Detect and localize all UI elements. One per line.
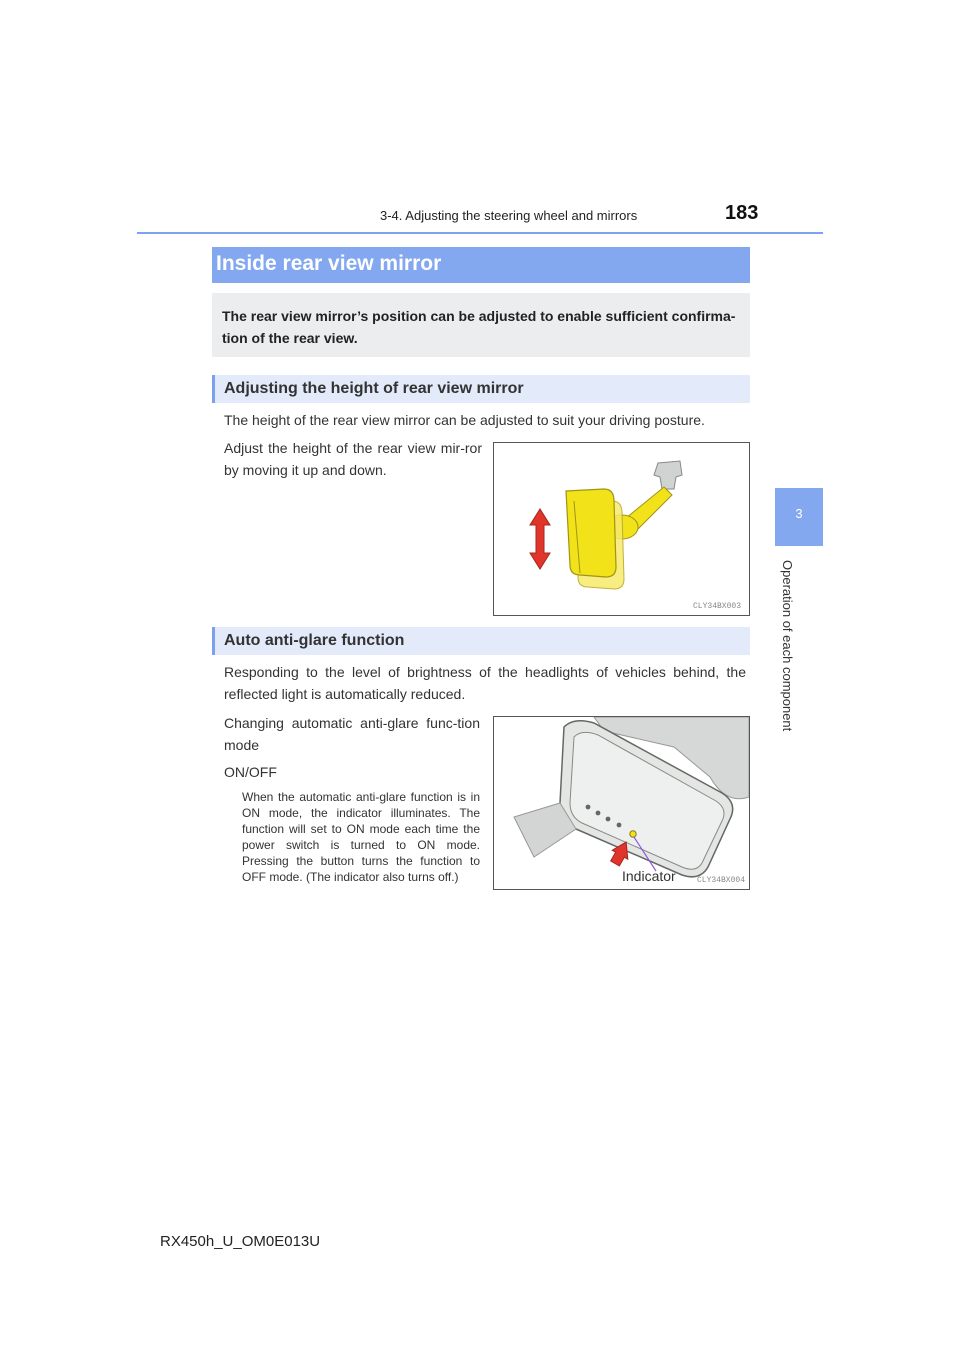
indicator-label: Indicator [622,868,676,884]
page-number: 183 [725,202,759,224]
onoff-label: ON/OFF [224,764,277,780]
antiglare-note: When the automatic anti-glare function is in ON mode, the indicator illuminates. The function will set to ON mode each time the power switch is turned to ON mode. Pressing the button turns the function to OFF mode. (The indicator also turns off.) [242,790,480,884]
section-header: 3-4. Adjusting the steering wheel and mirrors [380,208,638,223]
intro-text: The rear view mirror’s position can be adjusted to enable sufficient confirma-tion of the rear view. [222,308,736,346]
height-instruction: Adjust the height of the rear view mir-ror by moving it up and down. [224,440,482,478]
antiglare-mirror-illustration [494,717,749,889]
antiglare-description: Responding to the level of brightness of the headlights of vehicles behind, the reflected light is automatically reduced. [224,664,746,702]
antiglare-mode-instruction: Changing automatic anti-glare func-tion mode [224,715,480,753]
antiglare-figure [493,716,750,890]
chapter-label: Operation of each component [780,560,795,732]
page-title: Inside rear view mirror [216,252,442,275]
header-rule [137,232,823,234]
section-title-antiglare: Auto anti-glare function [224,632,405,649]
section-title-height: Adjusting the height of rear view mirror [224,380,524,397]
document-code: RX450h_U_OM0E013U [160,1233,321,1250]
figure-code: CLY34BX004 [696,876,745,885]
height-description: The height of the rear view mirror can be adjusted to suit your driving posture. [224,412,705,428]
figure-code: CLY34BX003 [692,602,741,611]
mirror-height-illustration [494,443,749,615]
mirror-height-figure [493,442,750,616]
chapter-number: 3 [795,506,803,521]
